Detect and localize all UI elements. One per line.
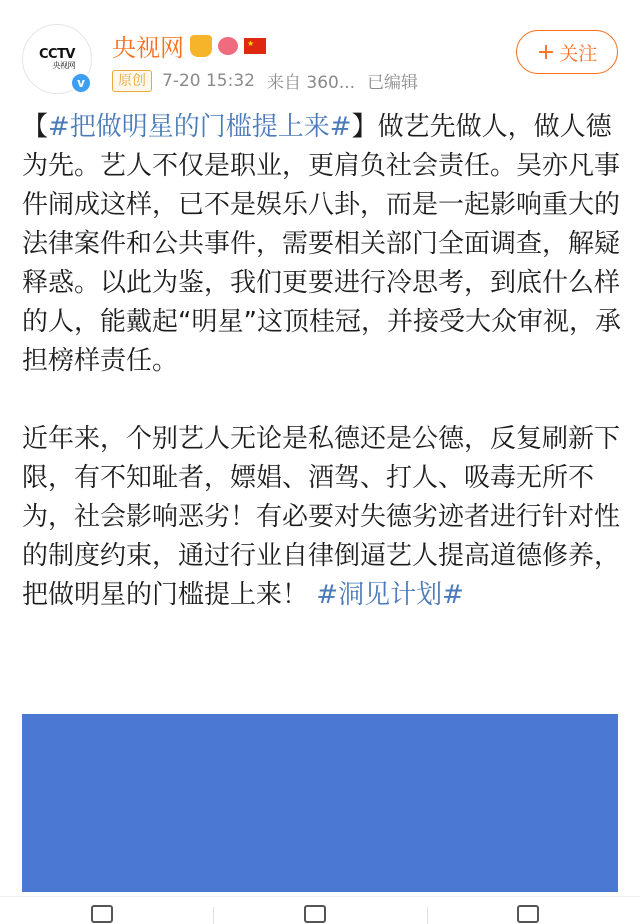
bow-icon[interactable] (218, 37, 238, 55)
china-flag-icon[interactable] (244, 38, 266, 54)
repost-button[interactable] (0, 897, 213, 924)
follow-label: 关注 (559, 42, 598, 65)
post-source[interactable]: 来自 360... (266, 73, 356, 93)
comment-button[interactable] (213, 897, 426, 924)
comment-icon (304, 905, 326, 923)
edited-label[interactable]: 已编辑 (367, 73, 419, 93)
post-meta (112, 68, 418, 93)
cctv-logo (39, 47, 75, 71)
post-paragraph-1 (22, 108, 622, 381)
plus-icon: + (536, 39, 556, 65)
post-header (0, 0, 640, 110)
cctv-logo-subtext: 央视网 (52, 61, 75, 70)
crown-icon[interactable] (190, 35, 212, 57)
original-tag: 原创 (112, 70, 152, 92)
name-row (112, 28, 266, 63)
cctv-logo-text: CCTV (38, 47, 75, 62)
user-name[interactable]: 央视网 (112, 34, 184, 62)
post-time: 7-20 15:32 (162, 70, 255, 91)
like-icon (517, 905, 539, 923)
post-paragraph-2 (22, 420, 622, 615)
action-bar (0, 896, 640, 924)
post-image[interactable] (22, 714, 618, 892)
post-text-2: 近年来，个别艺人无论是私德还是公德，反复刷新下限，有不知耻者，嫖娼、酒驾、打人、吸毒无所不为，社会影响恶劣！有必要对失德劣迹者进行针对性的制度约束，通过行业自律倒逼艺人提高道德修养，把做明星的门槛提上来！ (22, 424, 621, 610)
hashtag-topic[interactable]: #把做明星的门槛提上来# (48, 112, 352, 142)
hashtag-insight-plan[interactable]: #洞见计划# (316, 580, 464, 610)
verified-icon: v (70, 72, 92, 94)
repost-icon (91, 905, 113, 923)
post-body (22, 108, 622, 654)
follow-button[interactable] (516, 30, 618, 74)
post-text-1: 】做艺先做人，做人德为先。艺人不仅是职业，更肩负社会责任。吴亦凡事件闹成这样，已不是娱乐八卦，而是一起影响重大的法律案件和公共事件，需要相关部门全面调查，解疑释惑。以此为鉴，我们更要进行冷思考，到底什么样的人，能戴起“明星”这顶桂冠，并接受大众审视，承担榜样责任。 (22, 112, 621, 376)
open-bracket: 【 (22, 112, 49, 142)
like-button[interactable] (427, 897, 640, 924)
